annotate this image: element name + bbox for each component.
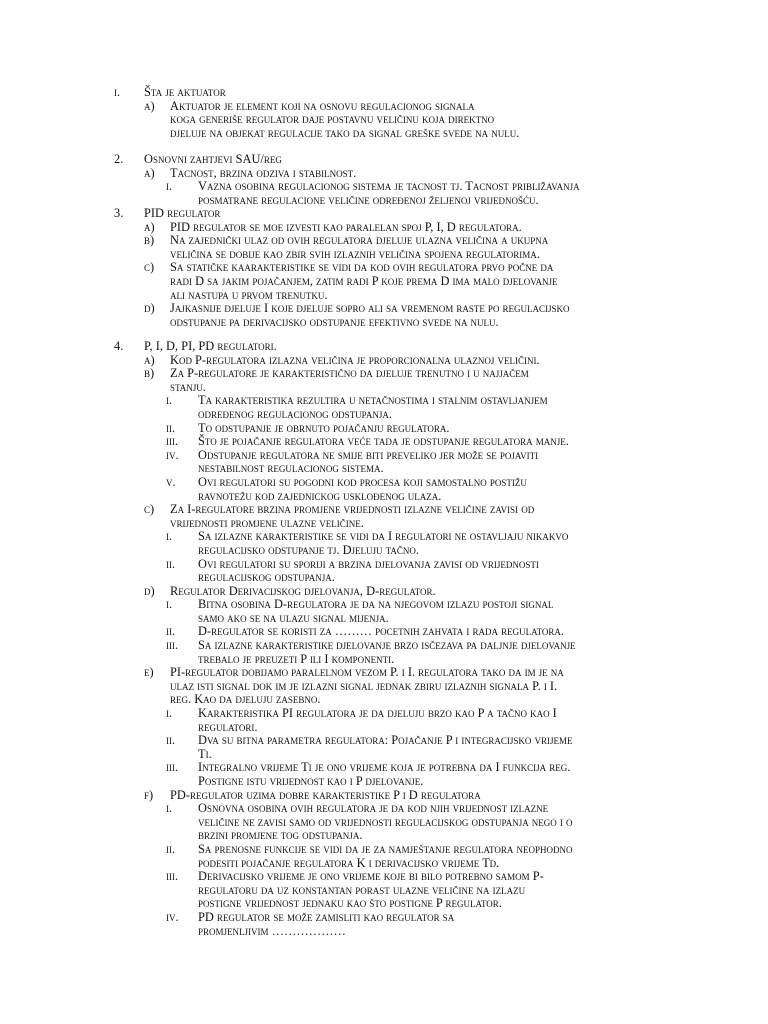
text-line: brzini promjene tog odstupanja. bbox=[198, 828, 363, 843]
text-line: trebalo je preuzeti P ili I komponenti. bbox=[198, 651, 395, 666]
section-3-items bbox=[114, 221, 654, 330]
list-item bbox=[114, 503, 654, 530]
item-text: Tacnost, brzina odziva i stabilnost. bbox=[170, 165, 357, 180]
text-line: odstupanje pa derivacijsko odstupanje efektivno svede na nulu. bbox=[170, 314, 499, 329]
section-4-number: 4. bbox=[114, 339, 124, 353]
item-number: a) bbox=[144, 352, 155, 367]
text-line: regulatoru da uz konstantan porast ulazne veličine na izlazu bbox=[198, 882, 526, 897]
text-line: radi D sa jakim pojačanjem, zatim radi P koje prema D ima malo djelovanje bbox=[170, 273, 558, 288]
text-line: reg. Kao da djeluju zasebno. bbox=[170, 692, 321, 707]
item-text bbox=[170, 666, 654, 707]
subitem-number: i. bbox=[166, 179, 173, 194]
subitem-number: i. bbox=[166, 529, 173, 544]
sub-list-item bbox=[114, 911, 654, 938]
subitem-number: ii. bbox=[166, 733, 176, 748]
section-4-title: P, I, D, PI, PD regulatori. bbox=[144, 339, 277, 353]
text-line: regulacijsko odstupanje tj. Djeluju tačno. bbox=[198, 542, 419, 557]
list-item bbox=[114, 666, 654, 707]
text-line: podesiti pojačanje regulatora K i derivacijsko vrijeme Td. bbox=[198, 855, 500, 870]
item-text bbox=[170, 221, 654, 235]
sub-list-item bbox=[114, 449, 654, 476]
text-line: Sa prenosne funkcije se vidi da je za namještanje regulatora neophodno bbox=[198, 841, 573, 856]
subitem-number: iii. bbox=[166, 760, 179, 775]
subitem-number: ii. bbox=[166, 420, 176, 435]
text-line: Ovi regulatori su pogodni kod procesa koji samostalno postižu bbox=[198, 474, 527, 489]
text-line: Postigne istu vrijednost kao i P djelovanje. bbox=[198, 774, 424, 788]
item-number: b) bbox=[144, 233, 155, 248]
text-line: Sa izlazne karakteristike djelovanje brzo isčezava pa daljnje djelovanje bbox=[198, 638, 576, 653]
subitem-text bbox=[198, 802, 654, 843]
subitem-text bbox=[198, 530, 654, 557]
subitem-text bbox=[198, 394, 654, 421]
text-line: postigne vrijednost jednaku kao što postigne P regulator. bbox=[198, 896, 502, 911]
section-2 bbox=[114, 153, 654, 207]
subitem-text bbox=[198, 449, 654, 476]
text-line: Vazna osobina regulacionog sistema je tacnost tj. Tacnost približavanja bbox=[198, 179, 580, 194]
subitem-text bbox=[198, 734, 654, 761]
text-line: Jajkasnije djeluje I koje djeluje sopro ali sa vremenom raste po regulacijsko bbox=[170, 301, 570, 316]
text-line: Na zajednički ulaz od ovih regulatora djeluje ulazna veličina a ukupna bbox=[170, 233, 549, 248]
text-line: Bitna osobina D-regulatora je da na njegovom izlazu postoji signal bbox=[198, 597, 554, 612]
subitem-number: iii. bbox=[166, 434, 179, 449]
section-1 bbox=[114, 86, 654, 140]
text-line: Što je pojačanje regulatora veće tada je odstupanje regulatora manje. bbox=[198, 434, 569, 449]
sub-list-item bbox=[114, 761, 654, 788]
item-number: c) bbox=[144, 502, 155, 517]
list-item bbox=[114, 585, 654, 599]
item-text bbox=[170, 354, 654, 368]
subitem-number: iv. bbox=[166, 909, 179, 924]
text-line: promjenljivim ……………… bbox=[198, 923, 346, 938]
sub-list-item bbox=[114, 625, 654, 639]
text-line: ali nastupa u prvom trenutku. bbox=[170, 287, 328, 302]
section-2-number: 2. bbox=[114, 152, 124, 166]
item-number: e) bbox=[144, 665, 154, 680]
subitem-text bbox=[198, 707, 654, 734]
text-line: ravnotežu kod zajednickog usklođenog ulaza. bbox=[198, 488, 442, 503]
text-line: samo ako se na ulazu signal mijenja. bbox=[198, 610, 389, 625]
item-text bbox=[170, 789, 654, 803]
item-number: a) bbox=[144, 98, 155, 113]
text-line: Za I-regulatore brzina promjene vrijednosti izlazne veličine zavisi od bbox=[170, 502, 535, 517]
item-text bbox=[170, 234, 654, 261]
item-number: c) bbox=[144, 260, 155, 275]
text-line: veličine ne zavisi samo od vrijednosti regulacijskog odstupanja nego i o bbox=[198, 814, 573, 829]
text-line: Osnovna osobina ovih regulatora je da kod njih vrijednost izlazne bbox=[198, 801, 549, 816]
list-item bbox=[114, 302, 654, 329]
item-number: a) bbox=[144, 219, 155, 234]
subitem-text bbox=[198, 911, 654, 938]
list-item bbox=[114, 221, 654, 235]
item-text bbox=[170, 585, 654, 599]
list-item bbox=[114, 234, 654, 261]
text-line: PID regulator se moe izvesti kao paralelan spoj P, I, D regulatora. bbox=[170, 219, 522, 234]
subitem-number: ii. bbox=[166, 841, 176, 856]
text-line: Integralno vrijeme Ti je ono vrijeme koja je potrebna da I funkcija reg. bbox=[198, 760, 571, 775]
text-line: Derivacijsko vrijeme je ono vrijeme koje bi bilo potrebno samom P- bbox=[198, 869, 544, 884]
subitem-text bbox=[198, 625, 654, 639]
text-line: D-regulator se koristi za ……… pocetnih zahvata i rada regulatora. bbox=[198, 624, 565, 639]
item-text bbox=[170, 503, 654, 530]
item-number: a) bbox=[144, 165, 155, 180]
section-3-number: 3. bbox=[114, 206, 124, 220]
text-line: PD-regulator uzima dobre karakteristike P i D regulatora bbox=[170, 787, 481, 802]
section-1-title: Šta je aktuator bbox=[144, 85, 226, 99]
text-line: Ovi regulatori su sporiji a brzina djelovanja zavisi od vrijednosti bbox=[198, 556, 539, 571]
subitem-text bbox=[198, 180, 654, 207]
item-text bbox=[170, 367, 654, 394]
text-line: vrijednosti promjene ulazne veličine. bbox=[170, 515, 364, 530]
text-line: Kod P-regulatora izlazna veličina je proporcionalna ulaznoj veličini. bbox=[170, 352, 540, 367]
text-line: djeluje na objekat regulacije tako da signal greške svede na nulu. bbox=[170, 125, 520, 140]
text-line: To odstupanje je obrnuto pojačanju regulatora. bbox=[198, 420, 450, 435]
text-line: ulaz isti signal dok im je izlazni signal jednak zbiru izlaznih signala P. i I. bbox=[170, 678, 558, 693]
text-line: regulatori. bbox=[198, 719, 258, 734]
subitem-text bbox=[198, 435, 654, 449]
text-line: regulacijskog odstupanja. bbox=[198, 570, 335, 585]
item-number: f) bbox=[144, 787, 154, 802]
text-line: Karakteristika PI regulatora je da djeluju brzo kao P a tačno kao I bbox=[198, 706, 557, 721]
text-line: veličina se dobije kao zbir svih izlaznih veličina spojena regulatorima. bbox=[170, 246, 540, 261]
subitem-number: iii. bbox=[166, 869, 179, 884]
section-1-number: i. bbox=[114, 85, 121, 99]
sub-list-item bbox=[114, 422, 654, 436]
subitem-text bbox=[198, 422, 654, 436]
text-line: Sa izlazne karakteristike se vidi da I regulatori ne ostavljaju nikakvo bbox=[198, 529, 569, 544]
item-number: d) bbox=[144, 301, 155, 316]
subitem-number: i. bbox=[166, 706, 173, 721]
item-text bbox=[170, 261, 654, 302]
subitem-number: i. bbox=[166, 393, 173, 408]
item-number: b) bbox=[144, 366, 155, 381]
list-item bbox=[114, 261, 654, 302]
sub-list-item bbox=[114, 476, 654, 503]
text-line: određenog regulacionog odstupanja. bbox=[198, 406, 392, 421]
subitem-number: i. bbox=[166, 801, 173, 816]
text-line: Ta karakteristika rezultira u netačnostima i stalnim ostavljanjem bbox=[198, 393, 548, 408]
list-item bbox=[114, 367, 654, 394]
subitem-text bbox=[198, 476, 654, 503]
text-line: Za P-regulatore je karakteristično da djeluje trenutno i u najjačem bbox=[170, 366, 529, 381]
section-2-title: Osnovni zahtjevi SAU/reg bbox=[144, 152, 282, 166]
sub-list-item bbox=[114, 530, 654, 557]
text-line: stanju. bbox=[170, 379, 206, 394]
sub-list-item bbox=[114, 394, 654, 421]
subitem-text bbox=[198, 761, 654, 788]
sub-list-item bbox=[114, 598, 654, 625]
section-4 bbox=[114, 340, 654, 938]
text-line: nestabilnost regulacionog sistema. bbox=[198, 461, 384, 476]
text-line: PD regulator se može zamisliti kao regulator sa bbox=[198, 909, 455, 924]
sub-list-item bbox=[114, 435, 654, 449]
section-3-title: PID regulator bbox=[144, 206, 221, 220]
item-number: d) bbox=[144, 583, 155, 598]
sub-list-item bbox=[114, 843, 654, 870]
section-3 bbox=[114, 207, 654, 329]
subitem-text bbox=[198, 558, 654, 585]
sub-list-item bbox=[114, 802, 654, 843]
text-line: posmatrane regulacione veličine određenoj željenoj vrijednošću. bbox=[198, 192, 539, 207]
sub-list-item bbox=[114, 734, 654, 761]
subitem-number: ii. bbox=[166, 624, 176, 639]
section-4-items bbox=[114, 354, 654, 939]
item-text bbox=[170, 100, 654, 141]
subitem-number: v. bbox=[166, 474, 176, 489]
list-item bbox=[114, 354, 654, 368]
item-text bbox=[170, 302, 654, 329]
list-item bbox=[114, 789, 654, 803]
subitem-number: ii. bbox=[166, 556, 176, 571]
sub-list-item bbox=[114, 558, 654, 585]
text-line: Odstupanje regulatora ne smije biti preveliko jer može se pojaviti bbox=[198, 447, 539, 462]
subitem-text bbox=[198, 598, 654, 625]
sub-list-item bbox=[114, 707, 654, 734]
text-line: Regulator Derivacijskog djelovanja, D-regulator. bbox=[170, 583, 436, 598]
text-line: Ti. bbox=[198, 746, 212, 761]
subitem-number: iv. bbox=[166, 447, 179, 462]
subitem-number: iii. bbox=[166, 638, 179, 653]
subitem-number: i. bbox=[166, 597, 173, 612]
text-line: koga generiše regulator daje postavnu veličinu koja direktno bbox=[170, 112, 495, 127]
subitem-text bbox=[198, 870, 654, 911]
text-line: Sa statičke kaarakteristike se vidi da kod ovih regulatora prvo počne da bbox=[170, 260, 554, 275]
text-line: Aktuator je element koji na osnovu regulacionog signala bbox=[170, 98, 475, 113]
subitem-text bbox=[198, 843, 654, 870]
sub-list-item bbox=[114, 639, 654, 666]
text-line: Dva su bitna parametra regulatora: Pojačanje P i integracijsko vrijeme bbox=[198, 733, 573, 748]
text-line: PI-regulator dobijamo paralelnom vezom P. i I. regulatora tako da im je na bbox=[170, 665, 564, 680]
subitem-text bbox=[198, 639, 654, 666]
sub-list-item bbox=[114, 870, 654, 911]
